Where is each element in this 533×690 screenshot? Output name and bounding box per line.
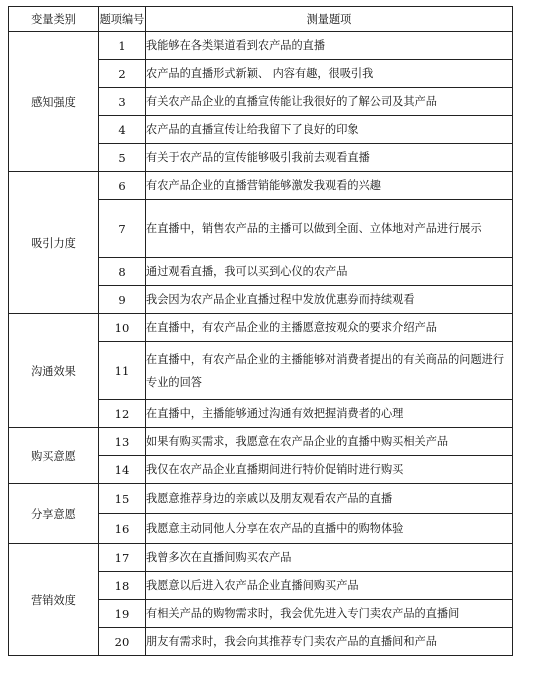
header-category: 变量类别	[9, 7, 99, 32]
header-item-number: 题项编号	[99, 7, 146, 32]
item-number: 2	[99, 60, 146, 88]
item-text: 我能够在各类渠道看到农产品的直播	[146, 32, 513, 60]
category-cell: 营销效度	[9, 544, 99, 656]
item-text: 有相关产品的购物需求时，我会优先进入专门卖农产品的直播间	[146, 600, 513, 628]
category-cell: 沟通效果	[9, 314, 99, 428]
item-text: 我曾多次在直播间购买农产品	[146, 544, 513, 572]
item-number: 15	[99, 484, 146, 514]
item-text: 在直播中，销售农产品的主播可以做到全面、立体地对产品进行展示	[146, 200, 513, 258]
item-number: 8	[99, 258, 146, 286]
table-row	[9, 32, 513, 60]
item-text: 我愿意主动同他人分享在农产品的直播中的购物体验	[146, 514, 513, 544]
table-row	[9, 314, 513, 342]
item-text: 有农产品企业的直播营销能够激发我观看的兴趣	[146, 172, 513, 200]
item-text: 有关于农产品的宣传能够吸引我前去观看直播	[146, 144, 513, 172]
item-number: 3	[99, 88, 146, 116]
item-number: 1	[99, 32, 146, 60]
table-header-row	[9, 7, 513, 32]
item-text: 有关农产品企业的直播宣传能让我很好的了解公司及其产品	[146, 88, 513, 116]
item-number: 7	[99, 200, 146, 258]
item-number: 11	[99, 342, 146, 400]
item-text: 如果有购买需求，我愿意在农产品企业的直播中购买相关产品	[146, 428, 513, 456]
item-number: 16	[99, 514, 146, 544]
item-text: 在直播中，有农产品企业的主播能够对消费者提出的有关商品的问题进行专业的回答	[146, 342, 513, 400]
item-number: 17	[99, 544, 146, 572]
item-text: 在直播中，主播能够通过沟通有效把握消费者的心理	[146, 400, 513, 428]
header-measurement-item: 测量题项	[146, 7, 513, 32]
item-number: 6	[99, 172, 146, 200]
category-cell: 分享意愿	[9, 484, 99, 544]
category-cell: 购买意愿	[9, 428, 99, 484]
item-text: 我愿意以后进入农产品企业直播间购买产品	[146, 572, 513, 600]
category-cell: 吸引力度	[9, 172, 99, 314]
item-text: 农产品的直播形式新颖、 内容有趣，很吸引我	[146, 60, 513, 88]
item-text: 朋友有需求时，我会向其推荐专门卖农产品的直播间和产品	[146, 628, 513, 656]
item-text: 我仅在农产品企业直播期间进行特价促销时进行购买	[146, 456, 513, 484]
table-row	[9, 484, 513, 514]
item-text: 我会因为农产品企业直播过程中发放优惠券而持续观看	[146, 286, 513, 314]
item-number: 20	[99, 628, 146, 656]
item-number: 5	[99, 144, 146, 172]
item-number: 14	[99, 456, 146, 484]
item-text: 农产品的直播宣传让给我留下了良好的印象	[146, 116, 513, 144]
table-row	[9, 544, 513, 572]
item-number: 19	[99, 600, 146, 628]
table-row	[9, 172, 513, 200]
category-cell: 感知强度	[9, 32, 99, 172]
item-number: 12	[99, 400, 146, 428]
item-number: 13	[99, 428, 146, 456]
item-text: 在直播中，有农产品企业的主播愿意按观众的要求介绍产品	[146, 314, 513, 342]
measurement-items-table	[8, 6, 513, 656]
item-number: 10	[99, 314, 146, 342]
table-row	[9, 428, 513, 456]
item-number: 4	[99, 116, 146, 144]
item-text: 通过观看直播，我可以买到心仪的农产品	[146, 258, 513, 286]
item-text: 我愿意推荐身边的亲戚以及朋友观看农产品的直播	[146, 484, 513, 514]
item-number: 18	[99, 572, 146, 600]
item-number: 9	[99, 286, 146, 314]
